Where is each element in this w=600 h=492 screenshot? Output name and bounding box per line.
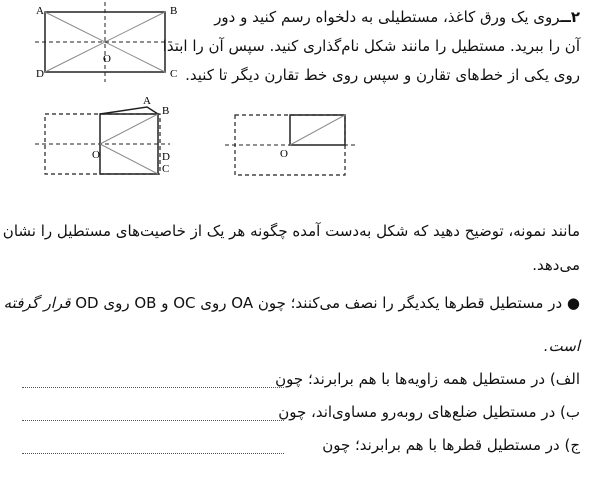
vertex-label-a: A — [36, 5, 44, 17]
bullet-icon: ● — [566, 294, 580, 312]
vertex-label-d: D — [36, 68, 44, 80]
item-a-answer-line[interactable] — [22, 387, 284, 388]
bullet-text: در مستطیل قطرها یکدیگر را نصف می‌کنند؛ چون OA روی OC و OB روی OD — [75, 294, 563, 312]
item-b-text: ب) در مستطیل ضلع‌های روبه‌رو مساوی‌اند، چون — [278, 403, 580, 421]
handwritten-answer-1: قرار گرفته — [3, 294, 71, 312]
problem-line-3: روی یکی از خط‌های تقارن و سپس روی خط تقارن دیگر تا کنید. — [185, 66, 580, 84]
center-label-o: O — [280, 148, 288, 160]
handwritten-answer-2: است. — [543, 337, 580, 355]
center-label-o: O — [92, 149, 100, 161]
item-c-answer-line[interactable] — [22, 453, 284, 454]
folded-figure-1 — [35, 92, 185, 182]
vertex-label-b: B — [170, 5, 178, 17]
problem-text: روی یک ورق کاغذ، مستطیلی به دلخواه رسم کنید و دور — [214, 8, 561, 26]
problem-number: ۲ــ — [560, 8, 580, 26]
bullet-statement — [4, 290, 580, 316]
instruction-line-2: می‌دهد. — [532, 256, 580, 274]
vertex-label-c: C — [162, 163, 170, 175]
problem-line-2: آن را ببرید. مستطیل را مانند شکل نام‌گذاری کنید. سپس آن را ابتدا — [162, 37, 580, 55]
center-label-o: O — [103, 53, 111, 65]
item-b-answer-line[interactable] — [22, 420, 284, 421]
vertex-label-b: B — [162, 105, 170, 117]
vertex-label-d: D — [162, 151, 170, 163]
folded-figure-2 — [225, 105, 365, 185]
item-c-text: ج) در مستطیل قطرها با هم برابرند؛ چون — [322, 436, 580, 454]
vertex-label-a: A — [143, 95, 151, 107]
vertex-label-c: C — [170, 68, 178, 80]
item-a-text: الف) در مستطیل همه زاویه‌ها با هم برابرند؛ چون — [275, 370, 580, 388]
instruction-line-1: مانند نمونه، توضیح دهید که شکل به‌دست آمده چگونه هر یک از خاصیت‌های مستطیل را نشان — [2, 222, 580, 240]
problem-line-1 — [214, 4, 580, 30]
